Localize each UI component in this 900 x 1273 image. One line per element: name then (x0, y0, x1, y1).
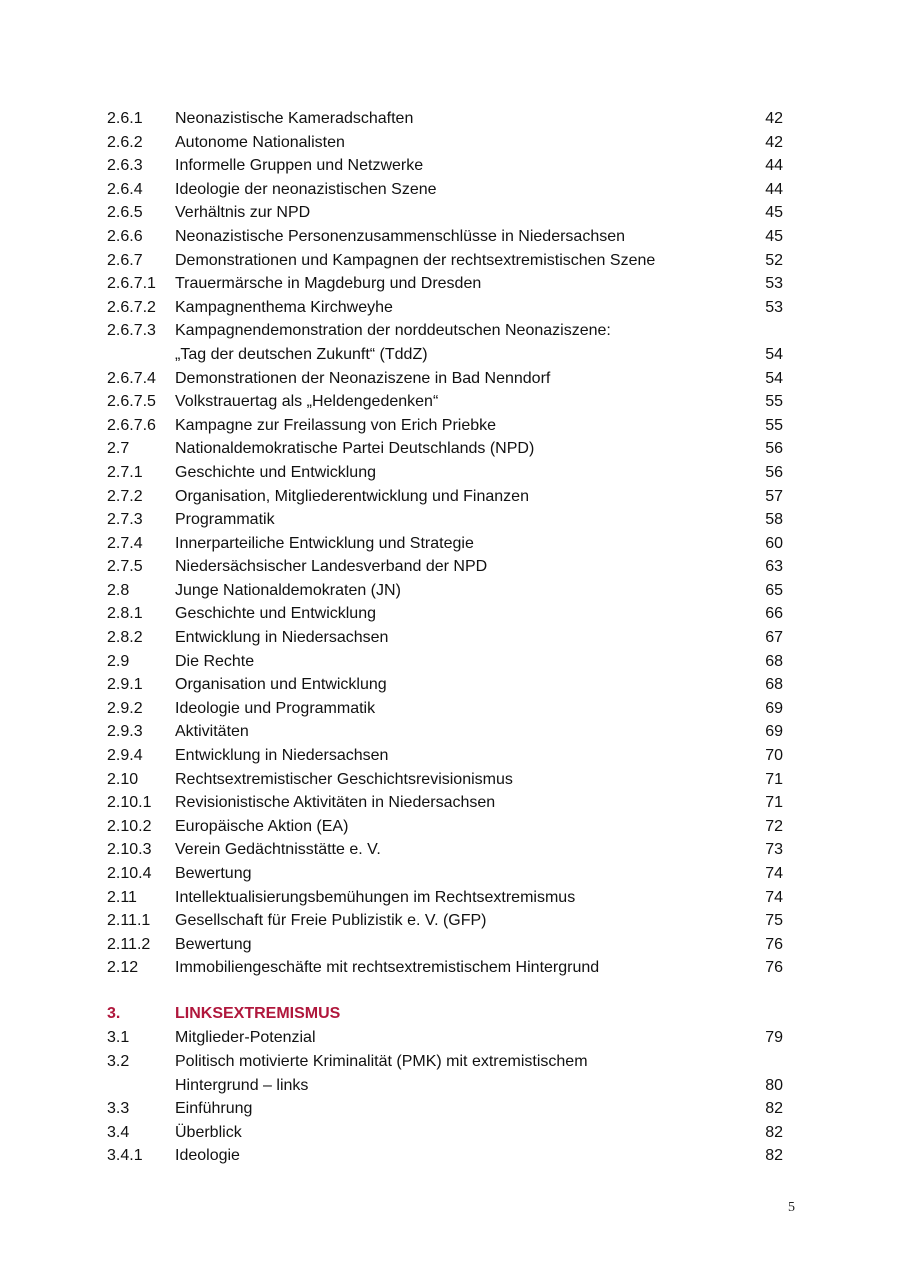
toc-entry-page: 76 (765, 959, 783, 977)
section-heading-title: LINKSEXTREMISMUS (175, 1005, 341, 1023)
toc-entry-title: Demonstrationen und Kampagnen der rechtsextremistischen Szene (175, 251, 656, 269)
toc-entry-page: 68 (765, 652, 783, 670)
toc-entry (107, 272, 783, 296)
toc-entry-page: 58 (765, 511, 783, 529)
toc-entry-page: 74 (765, 865, 783, 882)
toc-entry-number: 3.1 (107, 1029, 130, 1047)
toc-entry (107, 201, 783, 225)
toc-entry (107, 390, 783, 414)
toc-entry-title: Trauermärsche in Magdeburg und Dresden (175, 275, 482, 293)
toc-entry-page: 76 (765, 935, 783, 953)
toc-entry (107, 131, 783, 155)
toc-entry-number: 2.10.2 (107, 817, 152, 835)
toc-entry-title: Revisionistische Aktivitäten in Niedersachsen (175, 794, 496, 812)
toc-entry (107, 626, 783, 650)
toc-entry-page: 60 (765, 534, 783, 552)
toc-entry-title-line2: „Tag der deutschen Zukunft“ (TddZ) (175, 345, 428, 363)
toc-entry-title: Bewertung (175, 935, 252, 953)
toc-entry-number: 2.6.3 (107, 157, 143, 175)
toc-entry (107, 508, 783, 532)
toc-entry-title: Autonome Nationalisten (175, 133, 345, 151)
toc-entry-page: 69 (765, 723, 783, 741)
toc-list-left-wing (107, 1026, 783, 1168)
toc-entry-title: Junge Nationaldemokraten (JN) (175, 581, 401, 599)
toc-entry (107, 886, 783, 910)
toc-entry (107, 1050, 783, 1097)
toc-entry-page: 42 (765, 133, 783, 151)
toc-entry-number: 2.10 (107, 770, 139, 788)
toc-entry-number: 2.10.3 (107, 841, 152, 859)
toc-entry-number: 2.6.5 (107, 204, 143, 222)
toc-entry-title: Gesellschaft für Freie Publizistik e. V. (GFP) (175, 912, 487, 930)
toc-entry-title: Geschichte und Entwicklung (175, 463, 376, 481)
toc-entry (107, 862, 783, 886)
toc-entry (107, 1121, 783, 1145)
toc-entry (107, 1144, 783, 1168)
toc-entry-title: Einführung (175, 1100, 253, 1118)
toc-entry-title: Volkstrauertag als „Heldengedenken“ (175, 393, 439, 411)
toc-entry-number: 2.6.7.2 (107, 298, 156, 316)
section-heading-number: 3. (107, 1005, 121, 1023)
toc-entry-number: 2.10.1 (107, 794, 152, 812)
toc-entry-title: Programmatik (175, 511, 275, 529)
table-of-contents (107, 107, 783, 1168)
toc-entry-title-line1: Politisch motivierte Kriminalität (PMK) mit extremistischem (175, 1052, 588, 1070)
toc-entry (107, 697, 783, 721)
toc-entry (107, 319, 783, 366)
toc-entry-title: Nationaldemokratische Partei Deutschlands (NPD) (175, 440, 535, 458)
toc-entry-page: 75 (765, 912, 783, 930)
toc-entry (107, 768, 783, 792)
toc-entry-title: Demonstrationen der Neonaziszene in Bad Nenndorf (175, 369, 551, 387)
toc-entry (107, 909, 783, 933)
toc-entry (107, 414, 783, 438)
toc-entry-title: Intellektualisierungsbemühungen im Rechtsextremismus (175, 888, 576, 906)
toc-entry-page: 72 (765, 817, 783, 835)
toc-entry (107, 838, 783, 862)
toc-entry-number: 2.7.1 (107, 463, 143, 481)
toc-entry-page: 42 (765, 110, 783, 127)
toc-entry-title: Niedersächsischer Landesverband der NPD (175, 558, 488, 576)
toc-entry (107, 602, 783, 626)
toc-entry-title: Überblick (175, 1123, 242, 1141)
toc-entry-title: Verein Gedächtnisstätte e. V. (175, 841, 381, 859)
toc-entry-number: 2.7.5 (107, 558, 143, 576)
toc-entry-title-line1: Kampagnendemonstration der norddeutschen Neonaziszene: (175, 322, 611, 340)
page-number: 5 (788, 1200, 795, 1215)
toc-entry-title-line2: Hintergrund – links (175, 1076, 309, 1094)
section-heading (107, 1002, 783, 1026)
toc-entry-page: 56 (765, 463, 783, 481)
toc-entry-number: 2.11 (107, 888, 137, 906)
toc-entry (107, 1026, 783, 1050)
toc-entry-page: 57 (765, 487, 783, 505)
toc-entry-page: 45 (765, 227, 783, 245)
toc-entry-title: Kampagne zur Freilassung von Erich Priebke (175, 416, 497, 434)
toc-entry-title: Entwicklung in Niedersachsen (175, 747, 389, 765)
toc-entry-number: 2.12 (107, 959, 139, 977)
toc-entry (107, 296, 783, 320)
toc-entry-title: Ideologie und Programmatik (175, 699, 376, 717)
toc-entry (107, 437, 783, 461)
toc-entry-number: 3.4.1 (107, 1147, 143, 1165)
toc-entry-title: Organisation, Mitgliederentwicklung und Finanzen (175, 487, 529, 505)
toc-entry-number: 2.9.1 (107, 676, 143, 694)
toc-entry-number: 2.9.2 (107, 699, 143, 717)
toc-entry-title: Entwicklung in Niedersachsen (175, 629, 389, 647)
toc-entry-page: 70 (765, 747, 783, 765)
toc-entry (107, 249, 783, 273)
toc-entry-number: 2.6.7.4 (107, 369, 156, 387)
toc-entry-title: Immobiliengeschäfte mit rechtsextremistischem Hintergrund (175, 959, 600, 977)
toc-entry-page: 73 (765, 841, 783, 859)
toc-entry-page: 65 (765, 581, 783, 599)
toc-entry-page: 66 (765, 605, 783, 623)
toc-entry-number: 2.6.7.3 (107, 322, 156, 340)
toc-entry-page: 71 (765, 770, 783, 788)
toc-entry (107, 532, 783, 556)
toc-entry-page: 45 (765, 204, 783, 222)
toc-entry-page: 82 (765, 1147, 783, 1165)
toc-entry-number: 2.9.3 (107, 723, 143, 741)
toc-entry-title (175, 1050, 743, 1097)
toc-entry-title: Bewertung (175, 865, 252, 882)
toc-entry-number: 2.6.2 (107, 133, 143, 151)
toc-entry-number: 2.8.1 (107, 605, 143, 623)
toc-entry-title: Ideologie (175, 1147, 240, 1165)
toc-entry-title: Informelle Gruppen und Netzwerke (175, 157, 424, 175)
toc-entry-number: 2.8.2 (107, 629, 143, 647)
toc-entry (107, 579, 783, 603)
toc-entry-page: 79 (765, 1029, 783, 1047)
toc-entry-page: 55 (765, 393, 783, 411)
toc-entry-title: Ideologie der neonazistischen Szene (175, 180, 437, 198)
toc-entry (107, 744, 783, 768)
toc-entry-page: 68 (765, 676, 783, 694)
toc-entry-title: Kampagnenthema Kirchweyhe (175, 298, 393, 316)
toc-entry-number: 2.8 (107, 581, 130, 599)
toc-entry (107, 1097, 783, 1121)
toc-entry-page: 54 (765, 369, 783, 387)
toc-entry (107, 791, 783, 815)
toc-entry-number: 3.2 (107, 1052, 130, 1070)
toc-entry-page: 55 (765, 416, 783, 434)
toc-entry-title: Rechtsextremistischer Geschichtsrevisionismus (175, 770, 513, 788)
toc-entry-title: Neonazistische Personenzusammenschlüsse in Niedersachsen (175, 227, 626, 245)
toc-entry (107, 154, 783, 178)
toc-entry-page: 44 (765, 157, 783, 175)
toc-entry-number: 2.6.1 (107, 110, 143, 127)
toc-list-right-wing (107, 107, 783, 980)
toc-entry-page: 52 (765, 251, 783, 269)
toc-entry-title: Aktivitäten (175, 723, 249, 741)
toc-entry-number: 2.6.6 (107, 227, 143, 245)
toc-entry-number: 3.4 (107, 1123, 130, 1141)
toc-entry-page: 82 (765, 1123, 783, 1141)
toc-entry (107, 650, 783, 674)
toc-entry (107, 933, 783, 957)
toc-entry-page: 53 (765, 298, 783, 316)
toc-entry-number: 2.9 (107, 652, 130, 670)
toc-entry-number: 2.6.7.1 (107, 275, 156, 293)
toc-entry (107, 225, 783, 249)
toc-entry (107, 178, 783, 202)
toc-entry-number: 2.7.3 (107, 511, 143, 529)
toc-entry-number: 2.6.7.5 (107, 393, 156, 411)
toc-entry (107, 555, 783, 579)
toc-entry-page: 63 (765, 558, 783, 576)
toc-entry-title: Neonazistische Kameradschaften (175, 110, 414, 127)
toc-entry-page: 80 (765, 1076, 783, 1094)
toc-entry-title: Geschichte und Entwicklung (175, 605, 376, 623)
toc-entry-page: 67 (765, 629, 783, 647)
toc-entry-number: 2.6.7.6 (107, 416, 156, 434)
toc-entry-title: Organisation und Entwicklung (175, 676, 387, 694)
toc-entry-page: 44 (765, 180, 783, 198)
toc-entry-page: 82 (765, 1100, 783, 1118)
toc-entry-title: Die Rechte (175, 652, 255, 670)
toc-entry (107, 815, 783, 839)
toc-entry-number: 2.7.4 (107, 534, 143, 552)
toc-entry-number: 2.11.2 (107, 935, 151, 953)
toc-entry-number: 2.11.1 (107, 912, 151, 930)
toc-entry-page: 53 (765, 275, 783, 293)
toc-entry (107, 367, 783, 391)
toc-entry-number: 2.7.2 (107, 487, 143, 505)
toc-entry-title: Mitglieder-Potenzial (175, 1029, 316, 1047)
toc-entry-page: 54 (765, 345, 783, 363)
toc-entry-title: Europäische Aktion (EA) (175, 817, 349, 835)
toc-entry-page: 69 (765, 699, 783, 717)
toc-entry-number: 2.10.4 (107, 865, 152, 882)
toc-entry-page: 71 (765, 794, 783, 812)
toc-entry (107, 461, 783, 485)
toc-entry-title: Innerparteiliche Entwicklung und Strategie (175, 534, 474, 552)
toc-entry-number: 3.3 (107, 1100, 130, 1118)
toc-entry (107, 485, 783, 509)
toc-entry-page: 74 (765, 888, 783, 906)
toc-entry (107, 673, 783, 697)
toc-entry-page: 56 (765, 440, 783, 458)
toc-entry-number: 2.9.4 (107, 747, 143, 765)
toc-entry-title: Verhältnis zur NPD (175, 204, 311, 222)
toc-entry-number: 2.6.7 (107, 251, 143, 269)
toc-entry-title (175, 319, 743, 366)
toc-entry (107, 720, 783, 744)
toc-entry-number: 2.7 (107, 440, 130, 458)
section-spacer (107, 980, 783, 1002)
toc-entry (107, 107, 783, 131)
toc-entry (107, 956, 783, 980)
toc-entry-number: 2.6.4 (107, 180, 143, 198)
